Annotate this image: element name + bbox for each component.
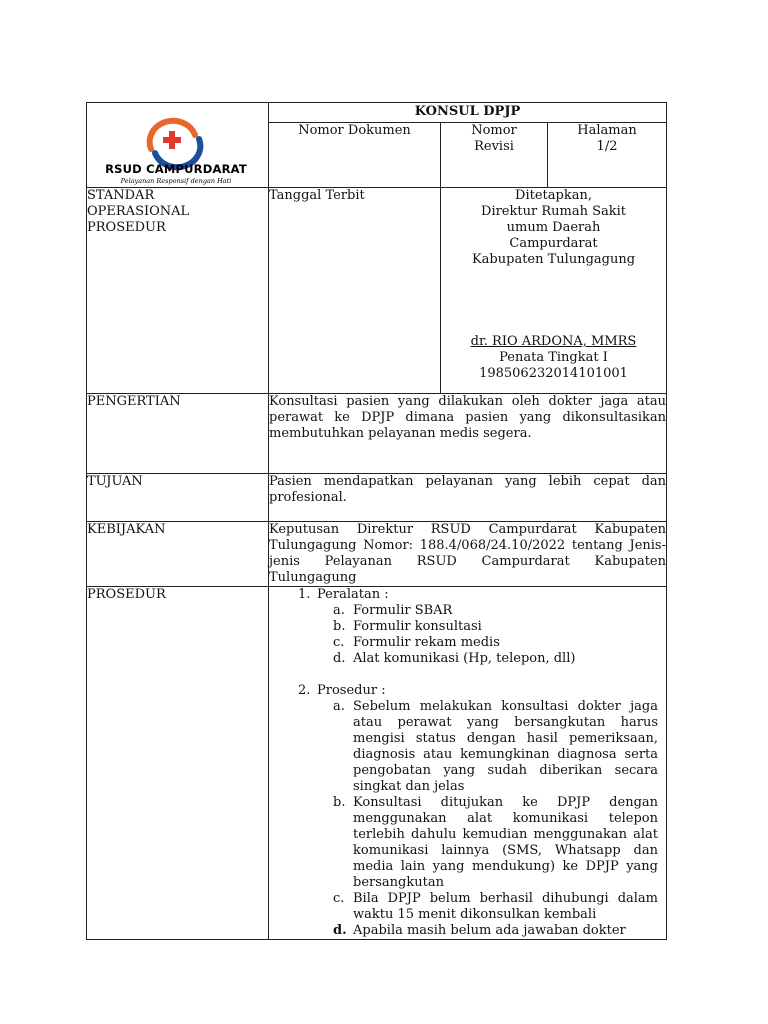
item-letter: c. <box>333 891 345 906</box>
prosedur-items <box>317 699 658 939</box>
section-title: Peralatan : <box>317 587 389 602</box>
signer-rank: Penata Tingkat I <box>499 350 608 365</box>
sop-line-2: OPERASIONAL <box>87 204 190 219</box>
approval-line-3: umum Daerah <box>506 220 601 235</box>
procedure-section-peralatan <box>298 587 658 683</box>
item-text: Alat komunikasi (Hp, telepon, dll) <box>353 651 576 666</box>
approval-line-2: Direktur Rumah Sakit <box>481 204 626 219</box>
approval-block <box>441 188 667 394</box>
peralatan-items <box>317 603 658 667</box>
pengertian-text: Konsultasi pasien yang dilakukan oleh dokter jaga atau perawat ke DPJP dimana pasien yang dikonsultasikan membutuhkan pelayanan medis segera. <box>269 394 667 474</box>
item-letter: d. <box>333 923 347 938</box>
document-title: KONSUL DPJP <box>269 103 667 123</box>
revision-cell <box>441 123 548 188</box>
signer-name: dr. RIO ARDONA, MMRS <box>470 334 637 349</box>
approval-line-4: Campurdarat <box>509 236 598 251</box>
approval-line-5: Kabupaten Tulungagung <box>471 252 636 267</box>
spacer <box>317 667 658 683</box>
prosedur-label: PROSEDUR <box>87 587 269 940</box>
sop-line-1: STANDAR <box>87 188 155 203</box>
list-item <box>333 603 658 619</box>
section-title: Prosedur : <box>317 683 386 698</box>
item-text: Formulir konsultasi <box>353 619 482 634</box>
item-letter: d. <box>333 651 346 666</box>
list-item <box>333 699 659 795</box>
page-value: 1/2 <box>596 139 618 155</box>
list-item <box>333 891 659 923</box>
item-text: Formulir rekam medis <box>353 635 500 650</box>
item-letter: b. <box>333 619 346 634</box>
signer-nip: 198506232014101001 <box>479 366 628 381</box>
logo-name: RSUD CAMPURDARAT <box>105 162 247 176</box>
sop-label-cell <box>87 188 269 394</box>
signature-space <box>441 268 666 334</box>
list-item <box>333 635 658 651</box>
approval-line-1: Ditetapkan, <box>515 188 592 203</box>
kebijakan-text: Keputusan Direktur RSUD Campurdarat Kabupaten Tulungagung Nomor: 188.4/068/24.10/2022 tentang Jenis-jenis Pelayanan RSUD Campurdarat Kabupaten Tulungagung <box>269 522 667 585</box>
item-letter: c. <box>333 635 345 650</box>
sop-document-table <box>86 102 667 940</box>
doc-number-label: Nomor Dokumen <box>269 123 441 188</box>
item-text: Bila DPJP belum berhasil dihubungi dalam waktu 15 menit dikonsulkan kembali <box>353 891 659 922</box>
logo-cell <box>87 103 269 188</box>
item-text: Formulir SBAR <box>353 603 453 618</box>
tujuan-text: Pasien mendapatkan pelayanan yang lebih cepat dan profesional. <box>269 474 667 522</box>
prosedur-content <box>269 587 667 940</box>
item-letter: a. <box>333 603 345 618</box>
item-text: Sebelum melakukan konsultasi dokter jaga atau perawat yang bersangkutan harus mengisi status dengan hasil pemeriksaan, diagnosis atau kemungkinan diagnosa serta pengobatan yang sudah diberikan secara singkat dan jelas <box>353 699 659 794</box>
page-cell <box>548 123 667 188</box>
procedure-list <box>273 587 658 939</box>
item-letter: a. <box>333 699 345 714</box>
item-text: Apabila masih belum ada jawaban dokter <box>353 923 626 938</box>
tujuan-label: TUJUAN <box>87 474 269 522</box>
issue-date-label: Tanggal Terbit <box>269 188 441 394</box>
logo-tagline: Pelayanan Responsif dengan Hati <box>120 177 232 185</box>
page-label: Halaman <box>577 123 637 139</box>
list-item <box>333 795 659 891</box>
revision-label-2: Revisi <box>474 139 514 155</box>
revision-label-1: Nomor <box>471 123 517 139</box>
list-item <box>333 619 658 635</box>
section-number: 2. <box>298 683 311 698</box>
list-item <box>333 923 658 939</box>
procedure-section-prosedur <box>298 683 659 939</box>
hospital-logo-icon <box>99 109 253 193</box>
list-item <box>333 651 658 667</box>
kebijakan-label: KEBIJAKAN <box>87 522 269 587</box>
pengertian-label: PENGERTIAN <box>87 394 269 474</box>
item-letter: b. <box>333 795 346 810</box>
section-number: 1. <box>298 587 311 602</box>
sop-line-3: PROSEDUR <box>87 220 166 235</box>
item-text: Konsultasi ditujukan ke DPJP dengan menggunakan alat komunikasi telepon terlebih dahulu kemudian menggunakan alat komunikasi lainnya (SMS, Whatsapp dan media lain yang mendukung) ke DPJP yang bersangkutan <box>353 795 659 890</box>
